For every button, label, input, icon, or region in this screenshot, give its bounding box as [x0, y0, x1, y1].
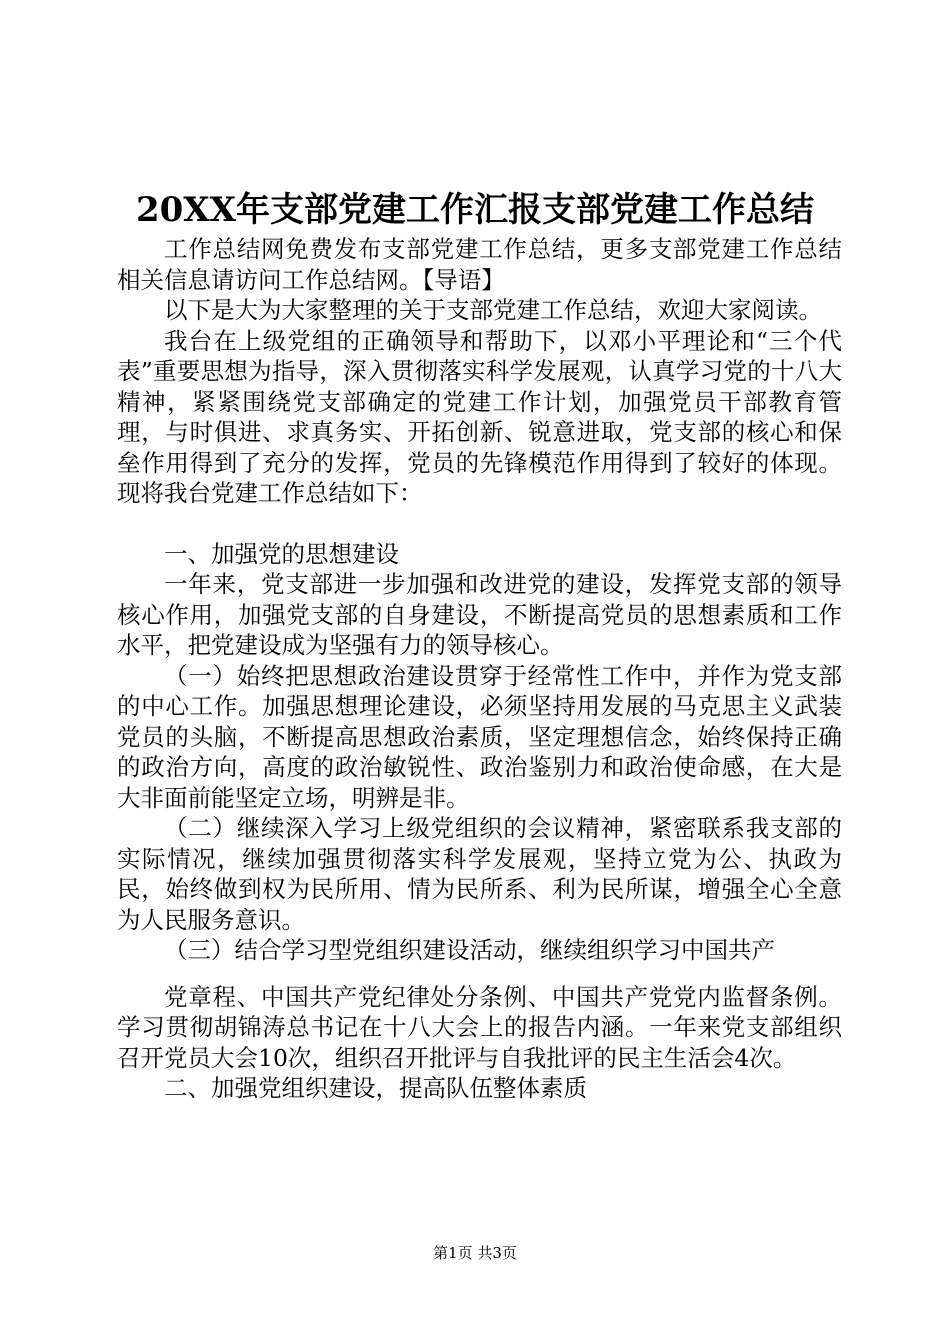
paragraph-item-2: （二）继续深入学习上级党组织的会议精神，紧密联系我支部的实际情况，继续加强贯彻落实科学发展观，坚持立党为公、执政为民，始终做到权为民所用、情为民所系、利为民所谋，增强全心全意为人民服务意识。 [117, 814, 842, 934]
paragraph-section-1: 一年来，党支部进一步加强和改进党的建设，发挥党支部的领导核心作用，加强党支部的自身建设，不断提高党员的思想素质和工作水平，把党建设成为坚强有力的领导核心。 [117, 570, 842, 659]
paragraph-intro: 工作总结网免费发布支部党建工作总结，更多支部党建工作总结相关信息请访问工作总结网。【导语】 [117, 235, 842, 294]
paragraph-lead: 以下是大为大家整理的关于支部党建工作总结，欢迎大家阅读。 [164, 296, 822, 324]
paragraph-item-3-cont: 党章程、中国共产党纪律处分条例、中国共产党党内监督条例。学习贯彻胡锦涛总书记在十八大会上的报告内涵。一年来党支部组织召开党员大会10次，组织召开批评与自我批评的民主生活会4次。 [117, 982, 842, 1072]
document-title: 20XX年支部党建工作汇报支部党建工作总结 [135, 190, 815, 230]
paragraph-item-3: （三）结合学习型党组织建设活动，继续组织学习中国共产 [164, 936, 775, 964]
paragraph-item-1: （一）始终把思想政治建设贯穿于经常性工作中，并作为党支部的中心工作。加强思想理论建设，必须坚持用发展的马克思主义武装党员的头脑，不断提高思想政治素质，坚定理想信念，始终保持正确的政治方向，高度的政治敏锐性、政治鉴别力和政治使命感，在大是大非面前能坚定立场，明辨是非。 [117, 661, 842, 812]
section-heading-1: 一、加强党的思想建设 [164, 539, 399, 568]
page-number: 第1页 共3页 [433, 1244, 517, 1262]
paragraph-overview: 我台在上级党组的正确领导和帮助下，以邓小平理论和“三个代表”重要思想为指导，深入贯彻落实科学发展观，认真学习党的十八大精神，紧紧围绕党支部确定的党建工作计划，加强党员干部教育管理，与时俱进、求真务实、开拓创新、锐意进取，党支部的核心和保垒作用得到了充分的发挥，党员的先锋模范作用得到了较好的体现。现将我台党建工作总结如下： [117, 326, 842, 507]
section-heading-2: 二、加强党组织建设，提高队伍整体素质 [164, 1074, 587, 1102]
document-body [117, 234, 842, 1104]
